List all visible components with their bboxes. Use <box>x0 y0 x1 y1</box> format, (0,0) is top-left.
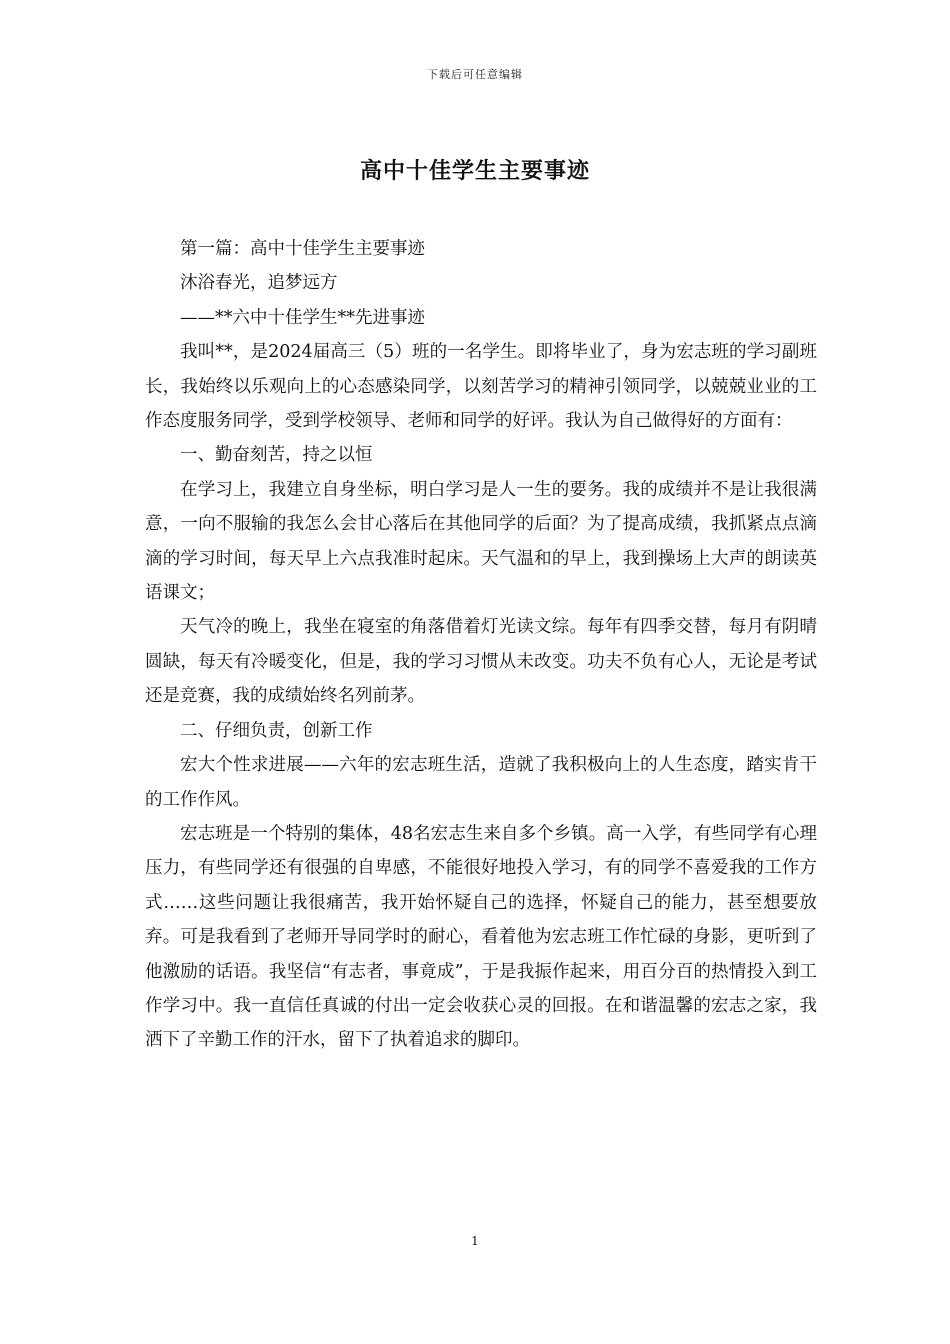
section-heading: 二、仔细负责，创新工作 <box>180 720 373 741</box>
header-note: 下载后可任意编辑 <box>427 68 523 81</box>
body-paragraph: 在学习上，我建立自身坐标，明白学习是人一生的要务。我的成绩并不是让我很满意，一向不服输的我怎么会甘心落后在其他同学的后面？为了提高成绩，我抓紧点点滴滴的学习时间，每天早上六点我准时起床。天气温和的早上，我到操场上大声的朗读英语课文； <box>145 479 817 604</box>
body-paragraph: 天气冷的晚上，我坐在寝室的角落借着灯光读文综。每年有四季交替，每月有阴晴圆缺，每天有冷暖变化，但是，我的学习习惯从未改变。功夫不负有心人，无论是考试还是竞赛，我的成绩始终名列前茅。 <box>145 617 817 707</box>
body-paragraph: 宏大个性求进展——六年的宏志班生活，造就了我积极向上的人生态度，踏实肯干的工作作风。 <box>145 755 817 810</box>
page-number: 1 <box>471 1234 479 1248</box>
document-title: 高中十佳学生主要事迹 <box>359 158 590 184</box>
chapter-heading: 第一篇：高中十佳学生主要事迹 <box>180 239 425 259</box>
section-heading: 一、勤奋刻苦，持之以恒 <box>180 445 373 466</box>
document-body <box>145 232 817 1058</box>
body-paragraph: 宏志班是一个特别的集体，48名宏志生来自多个乡镇。高一入学，有些同学有心理压力，有些同学还有很强的自卑感，不能很好地投入学习，有的同学不喜爱我的工作方式……这些问题让我很痛苦，我开始怀疑自己的选择，怀疑自己的能力，甚至想要放弃。可是我看到了老师开导同学时的耐心，看着他为宏志班工作忙碌的身影，更听到了他激励的话语。我坚信“有志者，事竟成”，于是我振作起来，用百分百的热情投入到工作学习中。我一直信任真诚的付出一定会收获心灵的回报。在和谐温馨的宏志之家，我洒下了辛勤工作的汗水，留下了执着追求的脚印。 <box>145 823 817 1051</box>
subtitle: 沐浴春光，追梦远方 <box>180 273 338 294</box>
subtitle-byline: ——**六中十佳学生**先进事迹 <box>180 307 425 328</box>
body-paragraph: 我叫**，是2024届高三（5）班的一名学生。即将毕业了，身为宏志班的学习副班长，我始终以乐观向上的心态感染同学，以刻苦学习的精神引领同学，以兢兢业业的工作态度服务同学，受到学校领导、老师和同学的好评。我认为自己做得好的方面有： <box>145 342 817 432</box>
